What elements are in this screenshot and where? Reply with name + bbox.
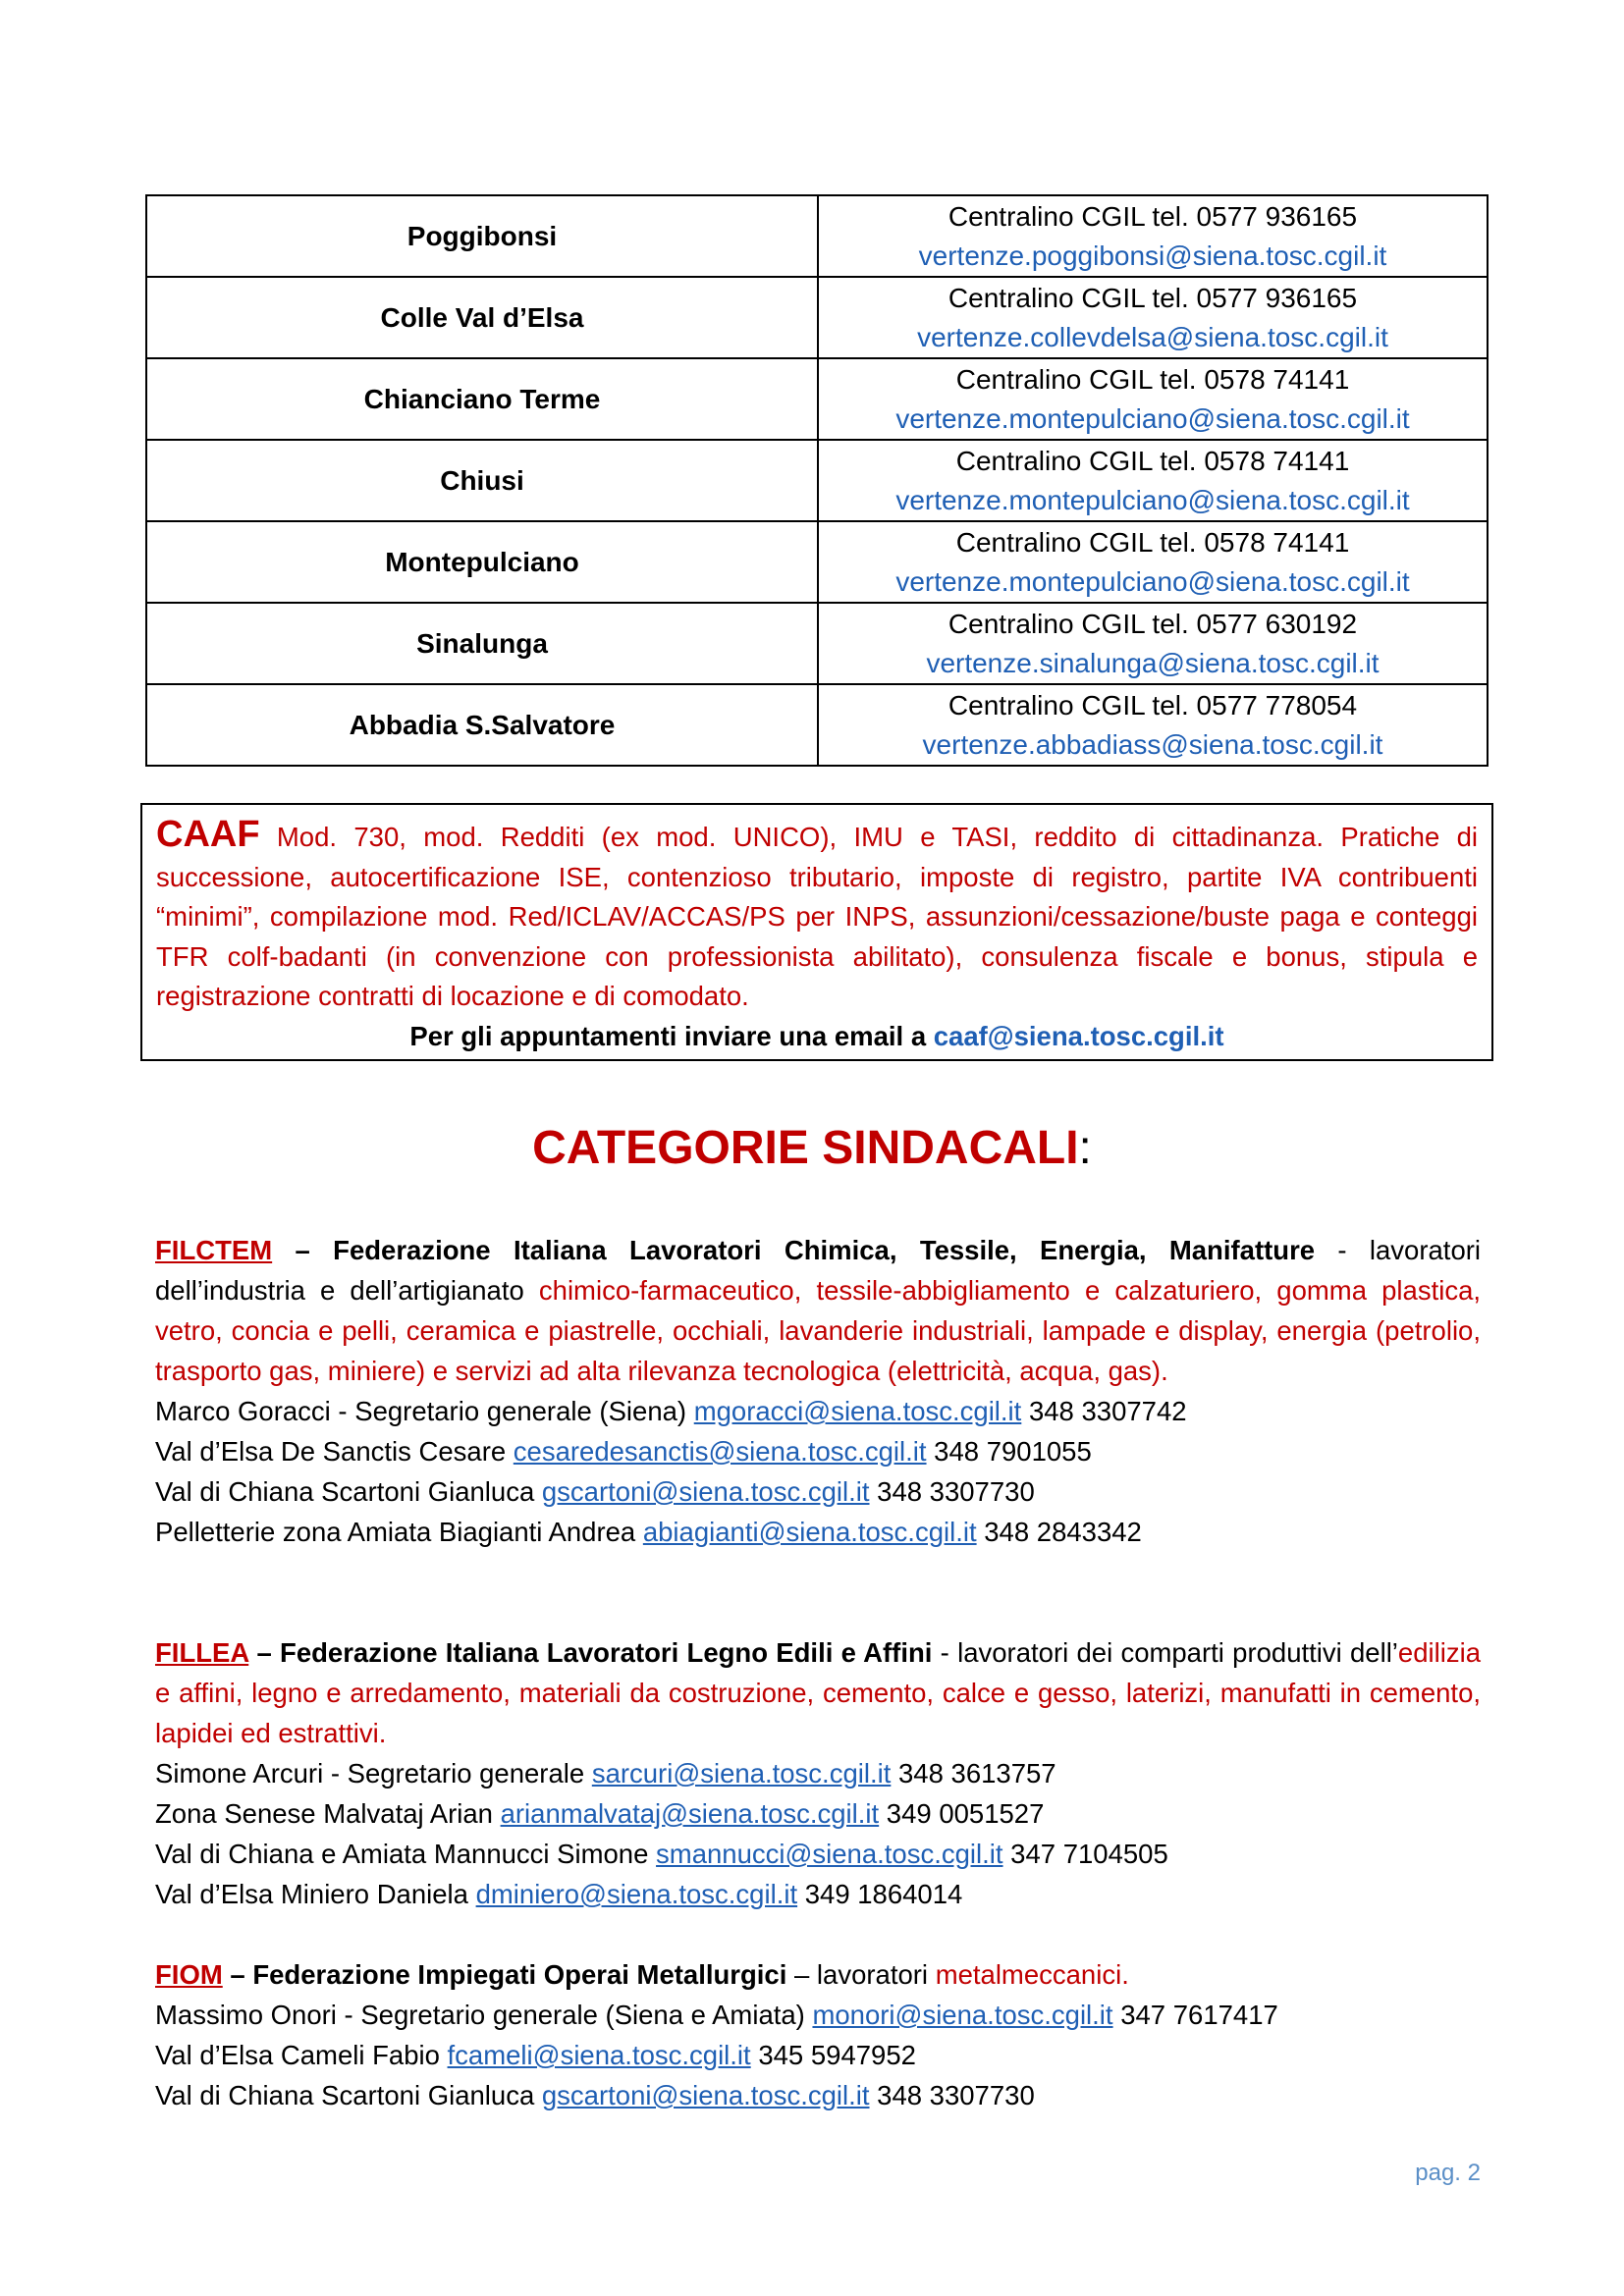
contact-phone: 348 3307742	[1021, 1396, 1187, 1426]
caaf-text: Mod. 730, mod. Redditi (ex mod. UNICO), IMU e TASI, reddito di cittadinanza. Pratiche di successione, autocertificazione ISE, contenzioso tributario, imposte di registro, partite IVA contribuenti “minimi”, compilazione mod. Red/ICLAV/ACCAS/PS per INPS, assunzioni/cessazione/buste paga e conteggi TFR colf-badanti (in convenzione con professionista abilitato), consulenza fiscale e bonus, stipula e registrazione contratti di locazione e di comodato.	[156, 822, 1478, 1011]
office-contact	[818, 684, 1488, 766]
office-phone: Centralino CGIL tel. 0577 630192	[947, 608, 1358, 639]
caaf-appointment-text: Per gli appuntamenti inviare una email a	[409, 1020, 934, 1051]
office-contact	[818, 603, 1488, 684]
contact-line	[155, 1391, 1481, 1431]
union-abbreviation[interactable]: FILLEA	[155, 1637, 249, 1668]
categories-title	[0, 1119, 1624, 1178]
table-row	[146, 684, 1488, 766]
contact-line	[155, 1793, 1481, 1834]
contact-email-link[interactable]: smannucci@siena.tosc.cgil.it	[656, 1839, 1003, 1869]
contact-email-link[interactable]: dminiero@siena.tosc.cgil.it	[475, 1879, 798, 1909]
office-contact	[818, 440, 1488, 521]
union-intro: - lavoratori dell’industria e dell’artigianato	[155, 1235, 1481, 1306]
union-abbreviation[interactable]: FIOM	[155, 1959, 223, 1990]
office-city: Chiusi	[146, 440, 818, 521]
contact-line	[155, 1431, 1481, 1471]
union-sectors: chimico-farmaceutico, tessile-abbigliamento e calzaturiero, gomma plastica, vetro, concia e pelli, ceramica e piastrelle, occhiali, lavanderie industriali, lampade e display, energia (petrolio, trasporto gas, miniere) e servizi ad alta rilevanza tecnologica (elettricità, acqua, gas).	[155, 1275, 1482, 1386]
office-email-link[interactable]: vertenze.montepulciano@siena.tosc.cgil.it	[895, 565, 1410, 597]
union-intro: - lavoratori dei comparti produttivi dell’	[932, 1637, 1398, 1668]
office-city: Sinalunga	[146, 603, 818, 684]
office-email-link[interactable]: vertenze.sinalunga@siena.tosc.cgil.it	[926, 647, 1380, 678]
union-description	[155, 1230, 1481, 1391]
office-phone: Centralino CGIL tel. 0578 74141	[955, 526, 1350, 558]
office-email-link[interactable]: vertenze.poggibonsi@siena.tosc.cgil.it	[918, 240, 1387, 271]
office-email-link[interactable]: vertenze.abbadiass@siena.tosc.cgil.it	[922, 728, 1383, 760]
contact-line	[155, 1874, 1481, 1914]
union-description	[155, 1954, 1481, 1995]
table-row	[146, 521, 1488, 603]
table-row	[146, 277, 1488, 358]
caaf-appointment	[156, 1017, 1478, 1056]
page-number: pag. 2	[1415, 2160, 1481, 2186]
contact-phone: 349 1864014	[797, 1879, 963, 1909]
union-section-fiom	[155, 1954, 1481, 2115]
union-full-name: Federazione Impiegati Operai Metallurgici	[252, 1959, 787, 1990]
office-contact	[818, 277, 1488, 358]
contact-phone: 347 7104505	[1002, 1839, 1168, 1869]
union-separator: –	[248, 1637, 281, 1668]
caaf-email-link[interactable]: caaf@siena.tosc.cgil.it	[933, 1020, 1224, 1051]
contact-label: Val di Chiana e Amiata Mannucci Simone	[155, 1839, 657, 1869]
office-phone: Centralino CGIL tel. 0578 74141	[955, 445, 1350, 476]
contact-line	[155, 1834, 1481, 1874]
contact-label: Val di Chiana Scartoni Gianluca	[155, 2080, 542, 2110]
union-intro: – lavoratori	[786, 1959, 936, 1990]
office-phone: Centralino CGIL tel. 0577 936165	[947, 200, 1358, 232]
office-city: Abbadia S.Salvatore	[146, 684, 818, 766]
contact-email-link[interactable]: arianmalvataj@siena.tosc.cgil.it	[500, 1798, 880, 1829]
union-separator: –	[272, 1235, 334, 1265]
office-phone: Centralino CGIL tel. 0577 936165	[947, 282, 1358, 313]
contact-label: Val di Chiana Scartoni Gianluca	[155, 1476, 542, 1507]
table-row	[146, 358, 1488, 440]
contact-email-link[interactable]: mgoracci@siena.tosc.cgil.it	[693, 1396, 1022, 1426]
table-row	[146, 195, 1488, 277]
contact-phone: 345 5947952	[750, 2040, 916, 2070]
office-email-link[interactable]: vertenze.collevdelsa@siena.tosc.cgil.it	[917, 321, 1388, 352]
contact-label: Val d’Elsa Cameli Fabio	[155, 2040, 448, 2070]
union-description	[155, 1632, 1481, 1753]
table-row	[146, 440, 1488, 521]
contact-line	[155, 1995, 1481, 2035]
union-sectors: edilizia e affini, legno e arredamento, materiali da costruzione, cemento, calce e gesso, laterizi, manufatti in cemento, lapidei ed estrattivi.	[155, 1637, 1481, 1748]
union-sectors: metalmeccanici.	[935, 1959, 1129, 1990]
contact-email-link[interactable]: abiagianti@siena.tosc.cgil.it	[642, 1517, 977, 1547]
caaf-keyword: CAAF	[156, 814, 260, 855]
contact-label: Zona Senese Malvataj Arian	[155, 1798, 501, 1829]
office-phone: Centralino CGIL tel. 0577 778054	[947, 689, 1358, 721]
union-separator: –	[222, 1959, 253, 1990]
categories-title-text: CATEGORIE SINDACALI	[532, 1122, 1079, 1174]
office-phone: Centralino CGIL tel. 0578 74141	[955, 363, 1350, 395]
union-section-fillea	[155, 1632, 1481, 1914]
contact-phone: 348 2843342	[976, 1517, 1142, 1547]
contact-phone: 348 7901055	[926, 1436, 1092, 1467]
contact-label: Simone Arcuri - Segretario generale	[155, 1758, 592, 1789]
offices-table	[145, 194, 1489, 767]
contact-line	[155, 1471, 1481, 1512]
contact-line	[155, 2035, 1481, 2075]
contact-phone: 349 0051527	[879, 1798, 1045, 1829]
table-row	[146, 603, 1488, 684]
contact-phone: 347 7617417	[1112, 2000, 1278, 2030]
caaf-description	[156, 815, 1478, 1017]
contact-label: Val d’Elsa Miniero Daniela	[155, 1879, 476, 1909]
contact-phone: 348 3613757	[891, 1758, 1056, 1789]
contact-line	[155, 2075, 1481, 2115]
union-full-name: Federazione Italiana Lavoratori Legno Edili e Affini	[280, 1637, 933, 1668]
office-contact	[818, 195, 1488, 277]
union-section-filctem	[155, 1230, 1481, 1552]
office-city: Colle Val d’Elsa	[146, 277, 818, 358]
contact-label: Marco Goracci - Segretario generale (Siena)	[155, 1396, 694, 1426]
contact-label: Pelletterie zona Amiata Biagianti Andrea	[155, 1517, 643, 1547]
office-contact	[818, 521, 1488, 603]
contact-label: Massimo Onori - Segretario generale (Siena e Amiata)	[155, 2000, 813, 2030]
office-email-link[interactable]: vertenze.montepulciano@siena.tosc.cgil.it	[895, 484, 1410, 515]
contact-label: Val d’Elsa De Sanctis Cesare	[155, 1436, 514, 1467]
contact-line	[155, 1512, 1481, 1552]
categories-title-colon: :	[1078, 1122, 1092, 1174]
contact-phone: 348 3307730	[869, 2080, 1035, 2110]
contact-phone: 348 3307730	[869, 1476, 1035, 1507]
office-city: Poggibonsi	[146, 195, 818, 277]
office-email-link[interactable]: vertenze.montepulciano@siena.tosc.cgil.it	[895, 402, 1410, 434]
office-contact	[818, 358, 1488, 440]
contact-email-link[interactable]: monori@siena.tosc.cgil.it	[812, 2000, 1113, 2030]
contact-line	[155, 1753, 1481, 1793]
contact-email-link[interactable]: cesaredesanctis@siena.tosc.cgil.it	[513, 1436, 927, 1467]
caaf-box	[140, 803, 1493, 1061]
contact-email-link[interactable]: fcameli@siena.tosc.cgil.it	[447, 2040, 751, 2070]
contact-email-link[interactable]: gscartoni@siena.tosc.cgil.it	[541, 1476, 870, 1507]
office-city: Montepulciano	[146, 521, 818, 603]
contact-email-link[interactable]: sarcuri@siena.tosc.cgil.it	[591, 1758, 892, 1789]
office-city: Chianciano Terme	[146, 358, 818, 440]
contact-email-link[interactable]: gscartoni@siena.tosc.cgil.it	[541, 2080, 870, 2110]
union-abbreviation[interactable]: FILCTEM	[155, 1235, 273, 1265]
union-full-name: Federazione Italiana Lavoratori Chimica, Tessile, Energia, Manifatture	[333, 1235, 1316, 1265]
